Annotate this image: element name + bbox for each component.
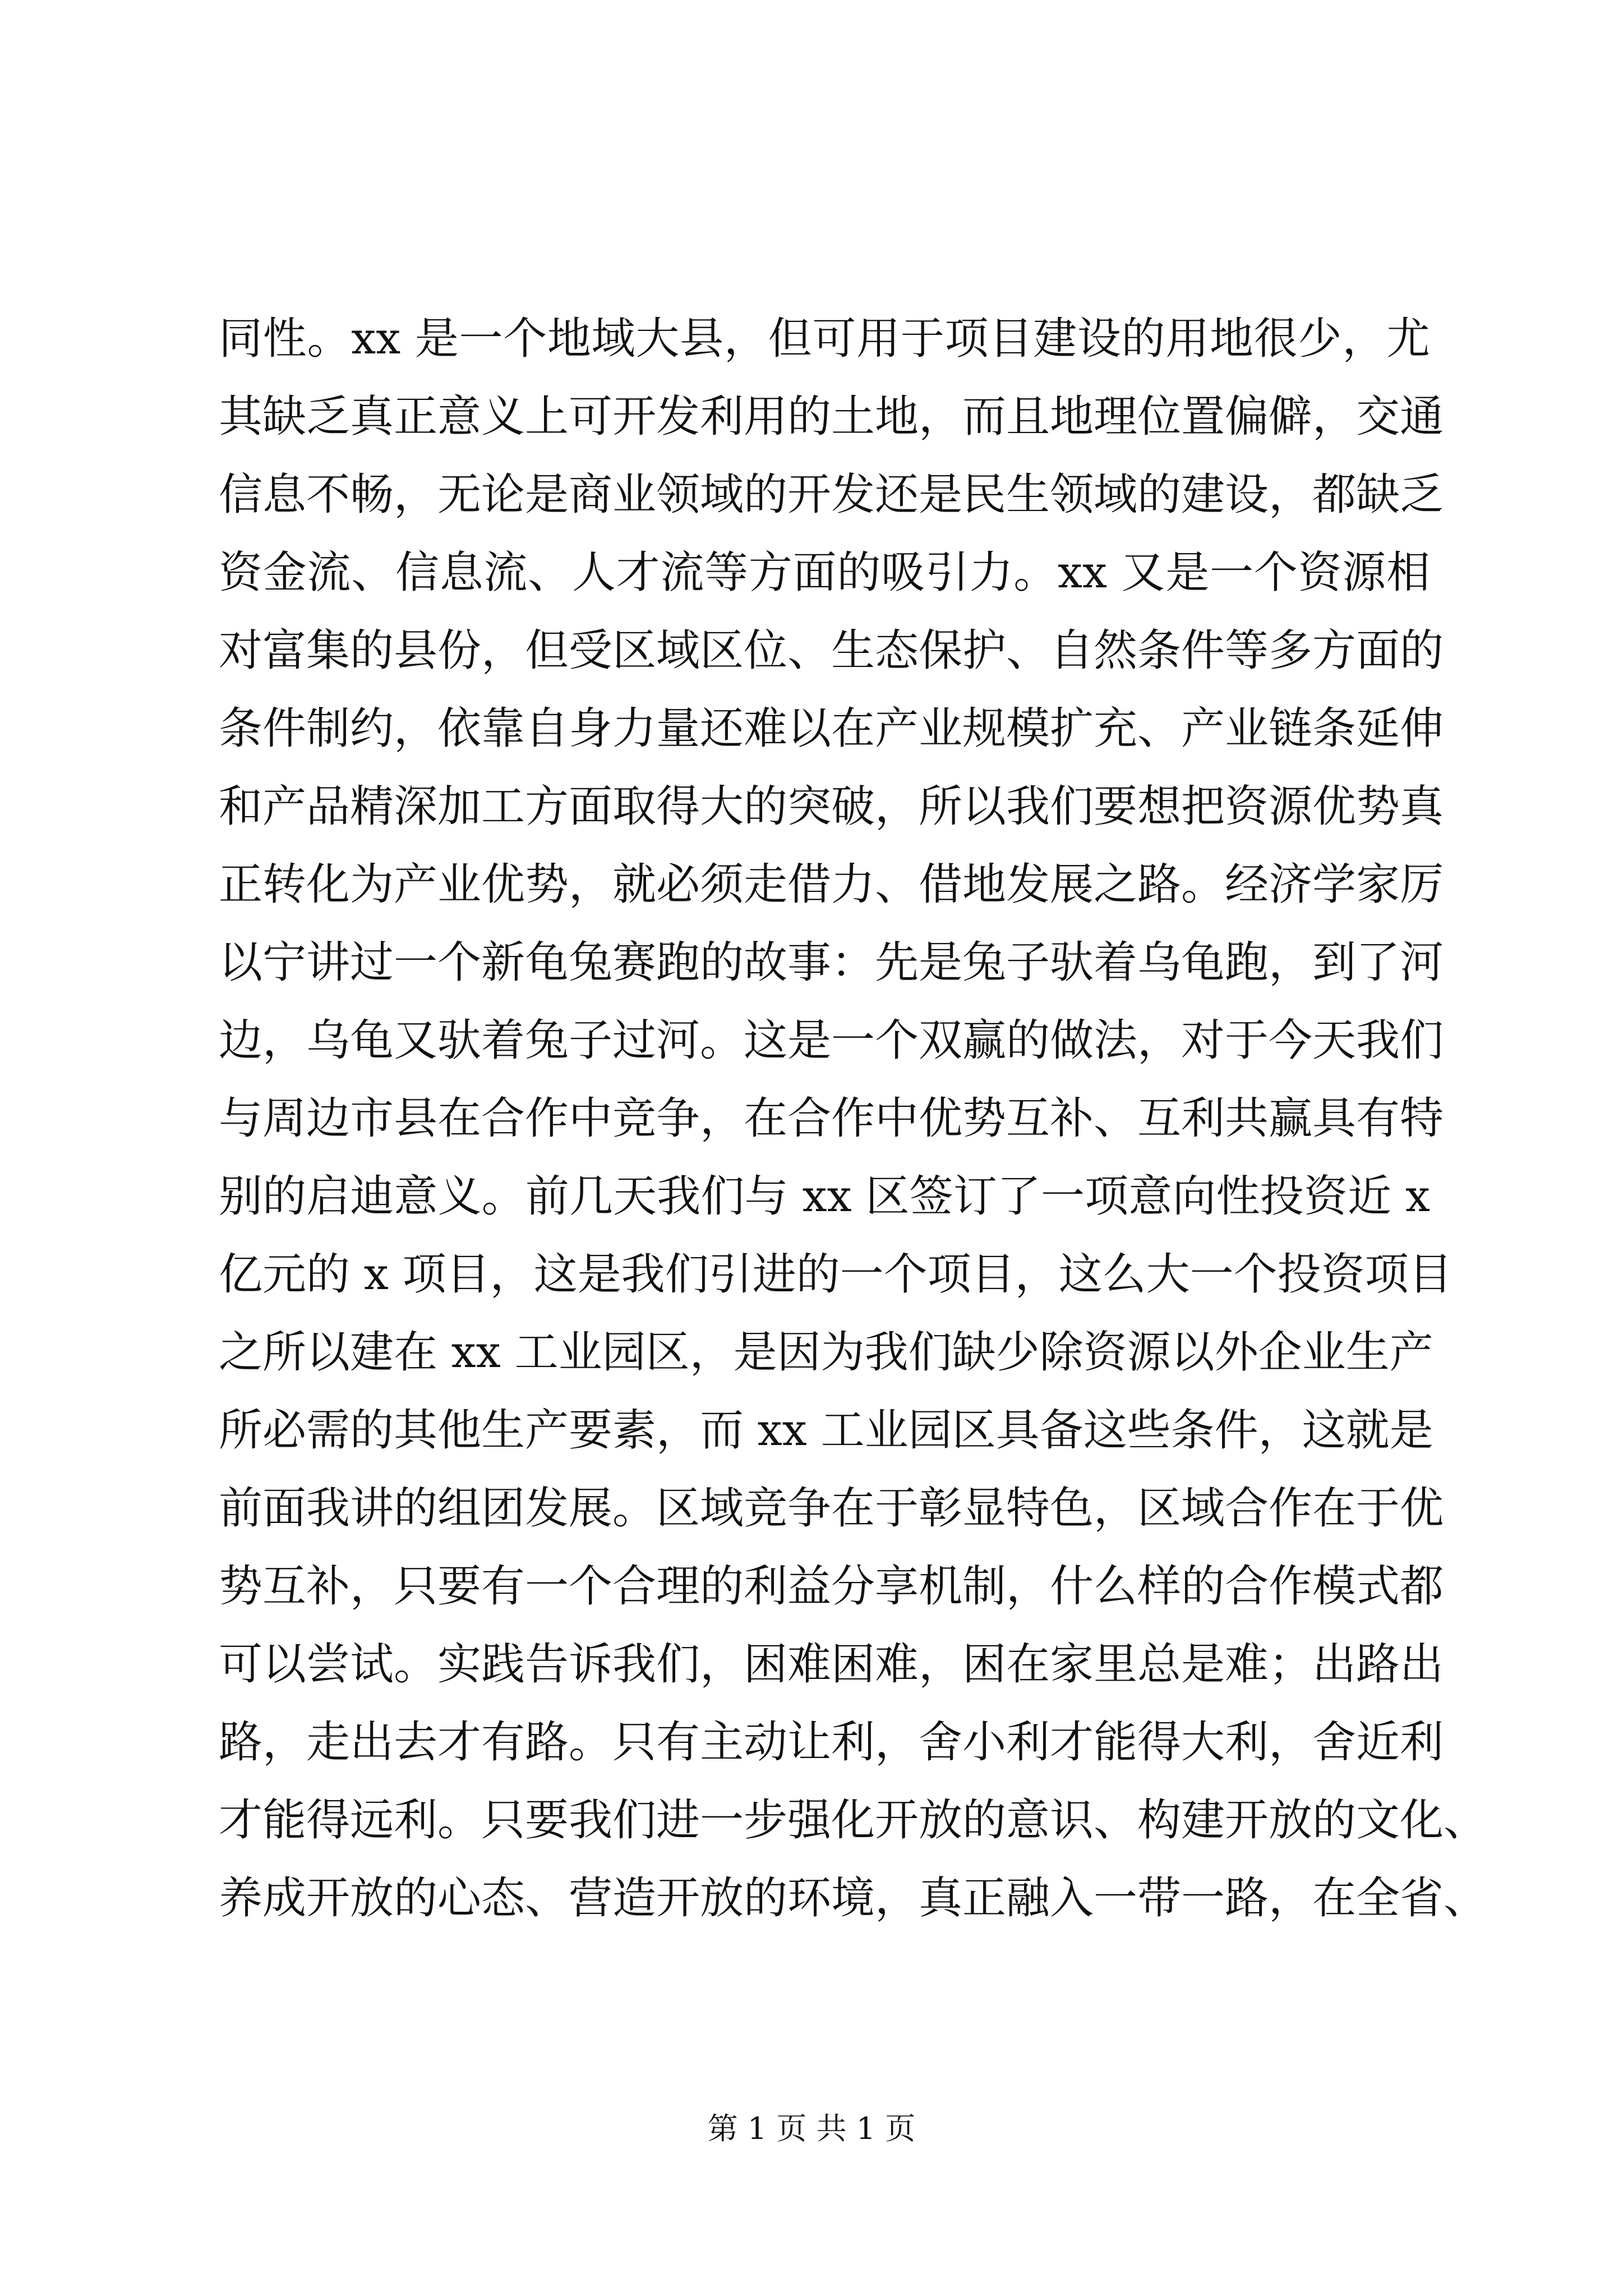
text-line: 和产品精深加工方面取得大的突破，所以我们要想把资源优势真: [219, 781, 1444, 832]
text-line: 同性。xx 是一个地域大县，但可用于项目建设的用地很少，尤: [219, 314, 1430, 364]
text-line: 势互补，只要有一个合理的利益分享机制，什么样的合作模式都: [219, 1561, 1444, 1612]
text-line: 信息不畅，无论是商业领域的开发还是民生领域的建设，都缺乏: [219, 470, 1444, 520]
text-line: 才能得远利。只要我们进一步强化开放的意识、构建开放的文化、: [219, 1795, 1488, 1846]
page-footer: 第 1 页 共 1 页: [707, 2111, 916, 2146]
text-line: 以宁讲过一个新龟兔赛跑的故事：先是兔子驮着乌龟跑，到了河: [219, 937, 1444, 988]
text-line: 亿元的 x 项目，这是我们引进的一个项目，这么大一个投资项目: [219, 1249, 1453, 1300]
text-line: 可以尝试。实践告诉我们，困难困难，困在家里总是难；出路出: [219, 1639, 1444, 1690]
text-line: 路，走出去才有路。只有主动让利，舍小利才能得大利，舍近利: [219, 1717, 1444, 1768]
text-line: 边，乌龟又驮着兔子过河。这是一个双赢的做法，对于今天我们: [219, 1015, 1444, 1066]
text-line: 之所以建在 xx 工业园区，是因为我们缺少除资源以外企业生产: [219, 1327, 1433, 1378]
text-line: 其缺乏真正意义上可开发利用的土地，而且地理位置偏僻，交通: [219, 392, 1444, 442]
text-line: 与周边市县在合作中竞争，在合作中优势互补、互利共赢具有特: [219, 1093, 1444, 1144]
text-line: 资金流、信息流、人才流等方面的吸引力。xx 又是一个资源相: [219, 547, 1430, 598]
text-line: 养成开放的心态、营造开放的环境，真正融入一带一路，在全省、: [219, 1873, 1488, 1924]
text-line: 所必需的其他生产要素，而 xx 工业园区具备这些条件，这就是: [219, 1405, 1433, 1456]
text-line: 对富集的县份，但受区域区位、生态保护、自然条件等多方面的: [219, 625, 1444, 676]
body-text: [219, 300, 1488, 1938]
text-line: 条件制约，依靠自身力量还难以在产业规模扩充、产业链条延伸: [219, 703, 1444, 754]
text-line: 正转化为产业优势，就必须走借力、借地发展之路。经济学家厉: [219, 859, 1444, 910]
text-line: 前面我讲的组团发展。区域竞争在于彰显特色，区域合作在于优: [219, 1483, 1444, 1534]
text-line: 别的启迪意义。前几天我们与 xx 区签订了一项意向性投资近 x: [219, 1171, 1430, 1222]
